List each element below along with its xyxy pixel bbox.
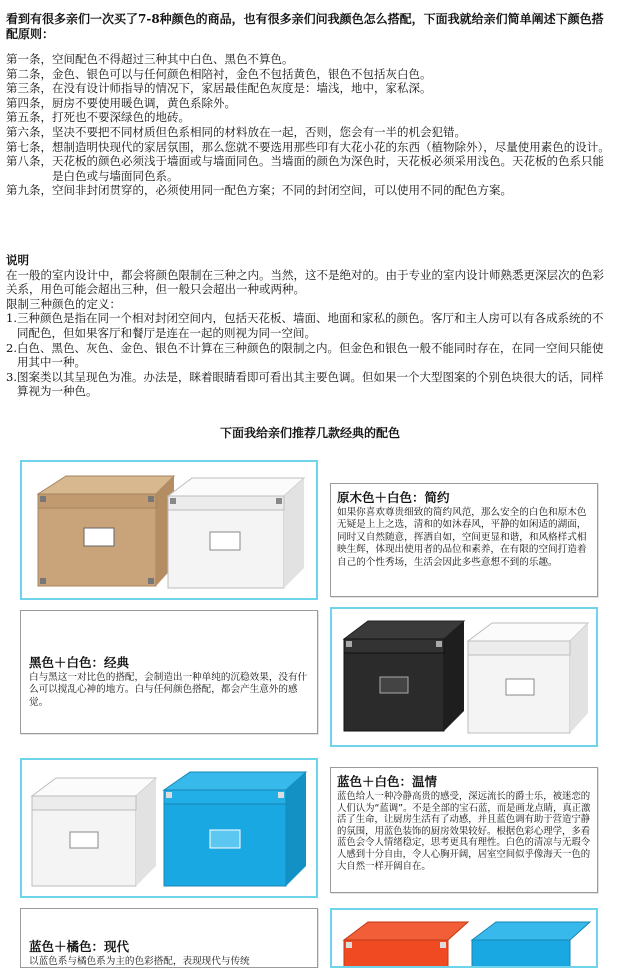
product-photo-frame	[20, 758, 318, 898]
note-heading: 说明	[6, 253, 29, 267]
rule-item	[6, 96, 612, 111]
storage-box-pair-image	[22, 462, 316, 598]
intro-paragraph: 看到有很多亲们一次买了7-8种颜色的商品，也有很多亲们问我颜色怎么搭配，下面我就给亲们简单阐述下颜色搭配原则：	[6, 12, 604, 41]
combo-body: 蓝色给人一种冷静高贵的感受，深远流长的爵士乐，被迷恋的人们认为“蓝调”。不是全部的宝石蓝，而是画龙点睛，真正激活了生命，让厨房生活有了动感，并且蓝色调有助于营造宁静的氛围，用蓝色装饰的厨房效果较好。根据色彩心理学，多看蓝色会令人情绪稳定，思考更具有理性。白色的清凉与无瑕令人感到十分自由，令人心胸开阔，居室空间似乎像海天一色的大自然一样开阔自在。	[337, 791, 591, 872]
note-point-number: 1.	[6, 311, 17, 326]
note-point	[6, 311, 612, 340]
note-point	[6, 370, 612, 399]
rule-text: 打死也不要深绿色的地砖。	[52, 110, 190, 125]
rule-number: 第一条，	[6, 52, 52, 66]
rules-list	[6, 52, 612, 198]
rule-item	[6, 183, 612, 198]
rule-text: 想制造明快现代的家居氛围，那么您就不要选用那些印有大花小花的东西（植物除外），尽量使用素色的设计。	[52, 139, 610, 154]
rule-number: 第七条，	[6, 139, 52, 154]
rule-text: 空间配色不得超过三种其中白色、黑色不算色。	[52, 52, 294, 66]
combo-title: 蓝色＋白色：温情	[337, 774, 438, 789]
rule-text: 坚决不要把不同材质但色系相同的材料放在一起，否则，您会有一半的机会犯错。	[52, 124, 466, 139]
orange-storage-box	[344, 922, 468, 966]
rule-item	[6, 67, 612, 82]
rule-text: 天花板的颜色必须浅于墙面或与墙面同色。当墙面的颜色为深色时，天花板必须采用浅色。天花板的色系只能是白色或与墙面同色系。	[52, 154, 604, 183]
product-photo-frame	[330, 607, 598, 747]
rule-text: 在没有设计师指导的情况下，家居最佳配色灰度是：墙浅，地中，家私深。	[52, 81, 432, 96]
rule-number: 第九条，	[6, 183, 52, 198]
combo-title: 黑色＋白色：经典	[29, 655, 130, 670]
rule-number: 第四条，	[6, 95, 52, 110]
rule-number: 第八条，	[6, 154, 52, 169]
combo-title: 蓝色＋橘色：现代	[29, 939, 130, 954]
rule-number: 第二条，	[6, 66, 52, 81]
section-subtitle: 下面我给亲们推荐几款经典的配色	[219, 426, 400, 440]
rule-text: 金色、银色可以与任何颜色相陪衬，金色不包括黄色，银色不包括灰白色。	[52, 66, 432, 81]
combo-card-blue-white	[330, 767, 598, 893]
white-storage-box	[32, 778, 156, 886]
rule-item	[6, 125, 612, 140]
note-point-text: 白色、黑色、灰色、金色、银色不计算在三种颜色的限制之内。但金色和银色一般不能同时存在，在同一空间只能使用其中一种。	[16, 340, 604, 370]
combo-card-wood-white	[330, 483, 598, 597]
rule-item	[6, 52, 612, 67]
combo-body: 白与黑这一对比色的搭配，会制造出一种单纯的沉稳效果，没有什么可以搅乱心神的地方。白与任何颜色搭配，都会产生意外的感觉。	[29, 672, 308, 708]
note-point-text: 三种颜色是指在同一个相对封闭空间内，包括天花板、墙面、地面和家私的颜色。客厅和主人房可以有各成系统的不同配色，但如果客厅和餐厅是连在一起的则视为同一空间。	[16, 311, 604, 340]
combo-title: 原木色＋白色：简约	[337, 490, 450, 505]
rule-text: 厨房不要使用暖色调，黄色系除外。	[52, 95, 236, 110]
rule-number: 第五条，	[6, 110, 52, 125]
rule-item	[6, 81, 612, 96]
combo-card-blue-orange	[20, 908, 318, 968]
rule-item	[6, 154, 612, 183]
blue-storage-box	[164, 772, 306, 886]
combo-body: 以蓝色系与橘色系为主的色彩搭配，表现现代与传统	[29, 956, 250, 967]
product-photo-frame	[330, 908, 598, 968]
note-point-number: 2.	[6, 340, 17, 355]
note-point-number: 3.	[6, 369, 17, 384]
product-photo-frame	[20, 460, 318, 600]
rule-item	[6, 110, 612, 125]
note-section	[6, 253, 612, 399]
note-point-text: 图案类以其呈现色为准。办法是，眯着眼睛看即可看出其主要色调。但如果一个大型图案的个别色块很大的话，同样算视为一种色。	[16, 369, 604, 399]
white-storage-box	[468, 623, 588, 733]
note-limit-label: 限制三种颜色的定义：	[6, 296, 121, 311]
white-storage-box	[168, 478, 304, 588]
note-paragraph: 在一般的室内设计中，都会将颜色限制在三种之内。当然，这不是绝对的。由于专业的室内设计师熟悉更深层次的色彩关系，用色可能会超出三种，但一般只会超出一种或两种。	[6, 267, 604, 297]
blue-storage-box	[472, 922, 590, 966]
rule-number: 第六条，	[6, 124, 52, 139]
note-point	[6, 341, 612, 370]
rule-text: 空间非封闭贯穿的，必须使用同一配色方案；不同的封闭空间，可以使用不同的配色方案。	[52, 183, 512, 198]
kraft-storage-box	[38, 476, 174, 586]
storage-box-pair-image	[22, 760, 316, 896]
combo-card-black-white	[20, 610, 318, 734]
storage-box-pair-image	[332, 609, 596, 745]
rule-number: 第三条，	[6, 81, 52, 96]
storage-box-pair-image	[332, 910, 596, 966]
combo-body: 如果你喜欢尊贵细致的简约风范，那么安全的白色和原木色无疑是上上之选，清和的如沐春风，平静的如闲适的湖面，同时又自然随意，挥洒自如，空间更显和谐，和风格样式相映生辉，体现出使用者的品位和素养，在有限的空间打造着自己的个性秀场，生活会因此多些意想不到的乐趣。	[337, 507, 587, 568]
black-storage-box	[344, 621, 464, 731]
rule-item	[6, 140, 612, 155]
